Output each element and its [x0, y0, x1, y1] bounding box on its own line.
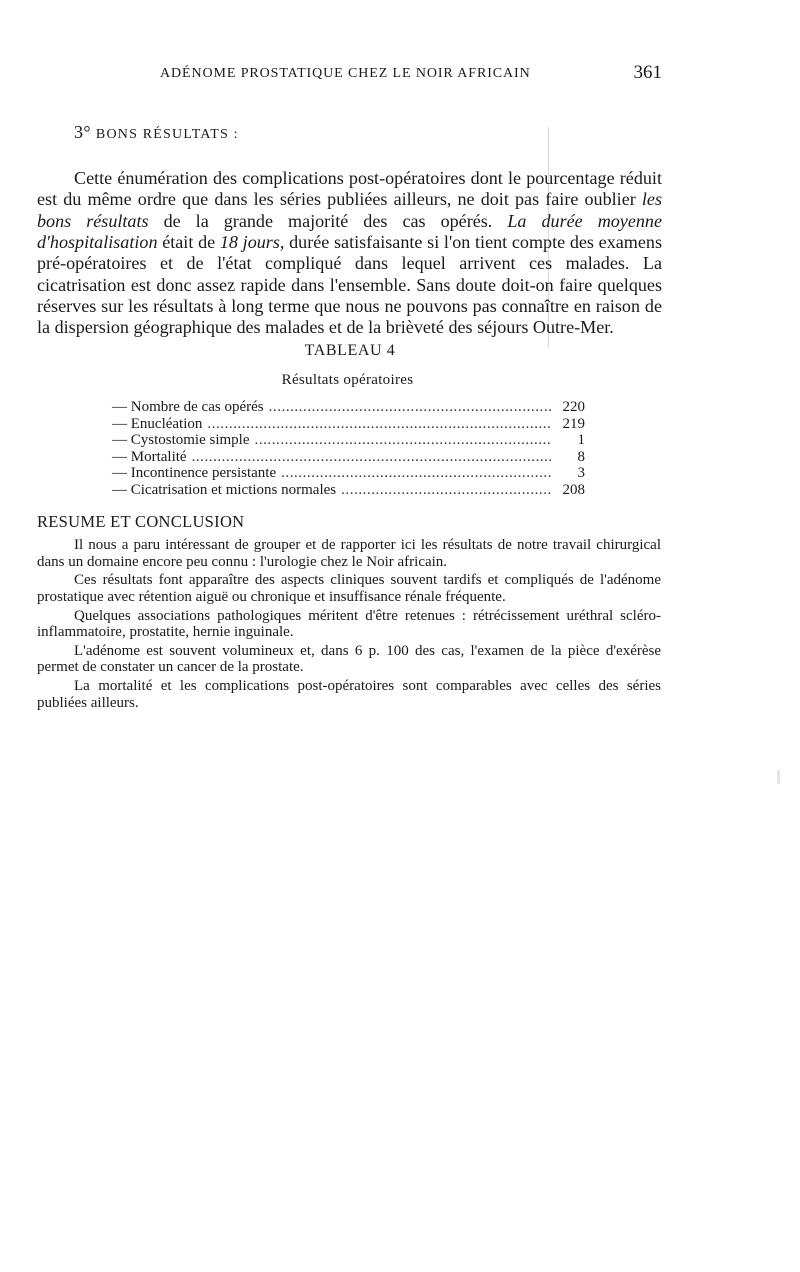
- resume-body: [37, 537, 661, 713]
- results-paragraph: [37, 168, 662, 338]
- resume-paragraph: Ces résultats font apparaître des aspects cliniques souvent tardifs et compliqués de l'adénome prostatique avec rétention aiguë ou chronique et insuffisance rénale fréquente.: [37, 572, 661, 605]
- resume-paragraph: Quelques associations pathologiques méritent d'être retenues : rétrécissement uréthral scléro-inflammatoire, prostatite, hernie inguinale.: [37, 607, 661, 641]
- dot-leader: [281, 465, 551, 482]
- resume-heading: RESUME ET CONCLUSION: [37, 512, 245, 531]
- resume-paragraph: L'adénome est souvent volumineux et, dans 6 p. 100 des cas, l'examen de la pièce d'exérèse permet de constater un cancer de la prostate.: [37, 642, 661, 676]
- row-label: — Mortalité: [112, 448, 187, 465]
- table-row: [112, 416, 585, 433]
- para-text-3: était de: [157, 231, 220, 252]
- row-label: — Cicatrisation et mictions normales: [112, 481, 337, 498]
- para-text-1: Cette énumération des complications post-opératoires dont le pourcentage réduit est du même ordre que dans les séries publiées ailleurs, ne doit pas faire oublier: [37, 168, 662, 210]
- dot-leader: [341, 482, 551, 499]
- dot-leader: [192, 449, 551, 466]
- row-label: — Cystostomie simple: [112, 432, 250, 449]
- table-caption: Résultats opératoires: [281, 372, 414, 388]
- section-heading: [74, 122, 239, 143]
- para-text-4: durée satisfaisante si l'on tient compte des examens pré-opératoires et de l'état compliqué dans lequel arrivent ces malades. La cicatrisation est donc assez rapide dans l'ensemble. Sans doute doit-on faire quelques réserves sur les résultats à long terme que nous ne pouvons pas connaître en raison de la dispersion géographique des malades et de la brièveté des séjours Outre-Mer.: [37, 231, 662, 338]
- table-row: [112, 465, 585, 482]
- table-row: [112, 432, 585, 449]
- table-row: [112, 449, 585, 466]
- resume-paragraph: Il nous a paru intéressant de grouper et de rapporter ici les résultats de notre travail chirurgical dans un domaine encore peu connu : l'urologie chez le Noir africain.: [37, 537, 661, 570]
- table-title: TABLEAU 4: [304, 342, 396, 359]
- row-value: 219: [562, 415, 585, 432]
- row-value: 220: [562, 399, 585, 415]
- table-row: [112, 482, 585, 499]
- resume-paragraph: La mortalité et les complications post-opératoires sont comparables avec celles des séries publiées ailleurs.: [37, 678, 661, 711]
- para-italic-2: La durée moyenne d'hospitalisation: [37, 210, 662, 252]
- table-row: [112, 399, 585, 416]
- section-title: BONS RÉSULTATS :: [95, 127, 239, 142]
- row-label: — Enucléation: [112, 415, 203, 432]
- dot-leader: [269, 399, 551, 416]
- row-value: 1: [577, 432, 585, 449]
- section-number: 3°: [74, 122, 91, 142]
- para-italic-3: 18 jours,: [219, 231, 285, 252]
- scan-speck: [777, 770, 780, 784]
- dot-leader: [207, 416, 551, 433]
- results-table: [112, 399, 585, 499]
- row-label: — Nombre de cas opérés: [112, 399, 264, 415]
- page-number: 361: [633, 62, 662, 83]
- row-value: 208: [562, 481, 585, 498]
- row-label: — Incontinence persistante: [112, 465, 277, 482]
- row-value: 8: [577, 448, 585, 465]
- running-title: ADÉNOME PROSTATIQUE CHEZ LE NOIR AFRICAIN: [160, 66, 531, 81]
- para-italic-1: les bons résultats: [37, 189, 662, 231]
- dot-leader: [255, 432, 551, 449]
- row-value: 3: [577, 465, 585, 482]
- para-text-2: de la grande majorité des cas opérés.: [148, 210, 508, 231]
